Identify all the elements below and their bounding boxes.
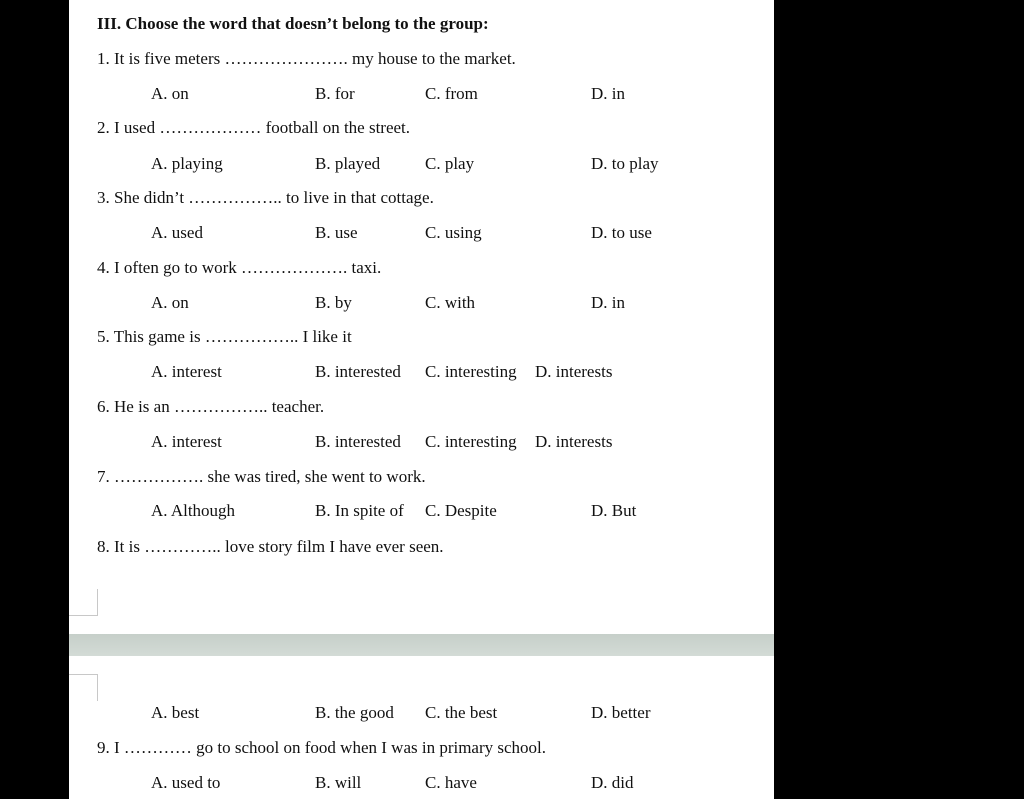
question-4: 4. I often go to work ………………. taxi.: [97, 258, 382, 277]
question-6: 6. He is an …………….. teacher.: [97, 397, 325, 416]
question-5: 5. This game is …………….. I like it: [97, 327, 352, 346]
question-9: 9. I ………… go to school on food when I was in primary school.: [97, 738, 547, 757]
q2-option-b: B. played: [315, 154, 381, 173]
q7-option-a: A. Although: [151, 501, 236, 520]
q8-option-c: C. the best: [425, 703, 498, 722]
q7-option-c: C. Despite: [425, 501, 497, 520]
question-7: 7. ……………. she was tired, she went to work.: [97, 467, 426, 486]
q2-option-d: D. to play: [591, 154, 659, 173]
q1-option-a: A. on: [151, 84, 189, 103]
q3-option-b: B. use: [315, 223, 358, 242]
q8-option-d: D. better: [591, 703, 651, 722]
page-break-gap: [69, 634, 774, 656]
q3-option-d: D. to use: [591, 223, 652, 242]
q5-option-c: C. interesting: [425, 362, 517, 381]
page-corner-marker-bottom: [69, 589, 98, 616]
q5-option-d: D. interests: [535, 362, 613, 381]
q8-option-b: B. the good: [315, 703, 394, 722]
question-1: 1. It is five meters …………………. my house to the market.: [97, 49, 516, 68]
q3-option-a: A. used: [151, 223, 203, 242]
q2-option-c: C. play: [425, 154, 475, 173]
page-corner-marker-top: [69, 674, 98, 701]
question-3: 3. She didn’t …………….. to live in that cottage.: [97, 188, 434, 207]
question-8: 8. It is ………….. love story film I have ever seen.: [97, 537, 444, 556]
q3-option-c: C. using: [425, 223, 482, 242]
q6-option-a: A. interest: [151, 432, 222, 451]
q9-option-c: C. have: [425, 773, 477, 792]
q9-option-b: B. will: [315, 773, 362, 792]
q7-option-b: B. In spite of: [315, 501, 404, 520]
q5-option-a: A. interest: [151, 362, 222, 381]
q4-option-a: A. on: [151, 293, 189, 312]
q8-option-a: A. best: [151, 703, 200, 722]
q6-option-b: B. interested: [315, 432, 401, 451]
q1-option-d: D. in: [591, 84, 625, 103]
q1-option-c: C. from: [425, 84, 478, 103]
q9-option-d: D. did: [591, 773, 634, 792]
q4-option-b: B. by: [315, 293, 352, 312]
q9-option-a: A. used to: [151, 773, 221, 792]
q4-option-c: C. with: [425, 293, 476, 312]
q6-option-c: C. interesting: [425, 432, 517, 451]
q6-option-d: D. interests: [535, 432, 613, 451]
q4-option-d: D. in: [591, 293, 625, 312]
question-2: 2. I used ……………… football on the street.: [97, 118, 411, 137]
q5-option-b: B. interested: [315, 362, 401, 381]
q1-option-b: B. for: [315, 84, 355, 103]
q7-option-d: D. But: [591, 501, 637, 520]
q2-option-a: A. playing: [151, 154, 223, 173]
exercise-heading: III. Choose the word that doesn’t belong to the group:: [97, 14, 489, 33]
